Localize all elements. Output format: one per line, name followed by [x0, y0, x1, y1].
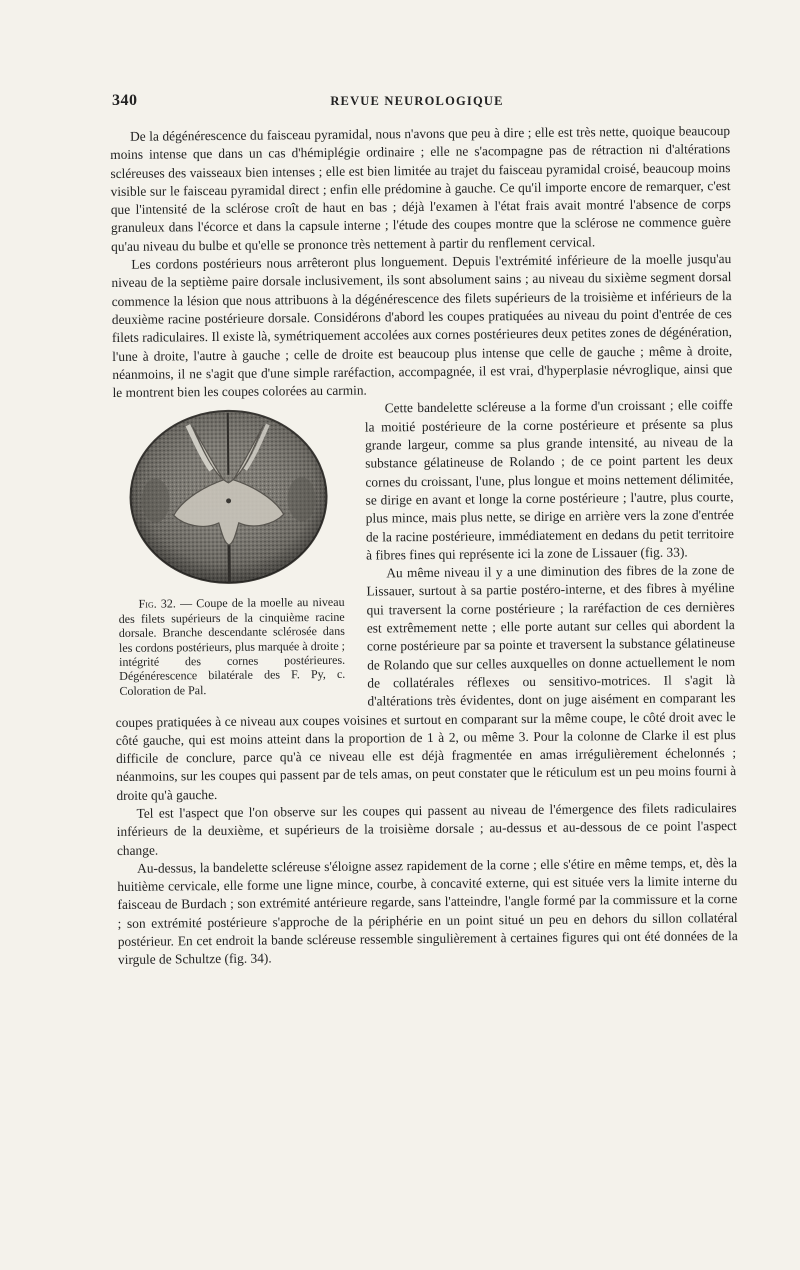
figure-label: Fig. 32. [138, 596, 176, 612]
paragraph-2: Les cordons postérieurs nous arrêteront plus longuement. Depuis l'extrémité inférieure de la moelle jusqu'au niveau de la septième paire dorsale inclusivement, ils sont absolument sains ; au niveau du sixième segment dorsal commence la lésion que nous attribuons à la dégénérescence des filets supérieurs de la troisième et inférieurs de la deuxième racine postérieure dorsale. Considérons d'abord les coupes pratiquées au niveau du point d'entrée de ces filets radiculaires. Il existe là, symétriquement accolées aux cornes postérieures deux petites zones de dégénération, l'une à droite, l'autre à gauche ; celle de droite est beaucoup plus intense que celle de gauche ; même à droite, néanmoins, il ne s'agit que d'une simple raréfaction, accompagnée, il est vrai, d'hyperplasie névroglique, ainsi que le montrent bien les coupes colorées au carmin. [111, 251, 733, 401]
paragraph-3: Cette bandelette scléreuse a la forme d'un croissant ; elle coiffe la moitié postérieure de la corne postérieure et présente sa plus grande largeur, comme sa plus grande intensité, au niveau de la substance gélatineuse de Rolando ; de ce point partent les deux cornes du croissant, l'une, plus longue et moins nettement délimitée, se dirige en avant et longe la corne postérieure ; l'autre, plus courte, plus mince, mais plus nette, se dirige en arrière vers la zone d'entrée de la racine postérieure, immédiatement en dedans du petit territoire à fibres fines qui représente ici la zone de Lissauer (fig. 33). [364, 397, 734, 563]
article-body [110, 122, 738, 970]
spinal-cord-section-image [123, 404, 335, 591]
running-title: REVUE NEUROLOGIQUE [330, 94, 504, 108]
paragraph-6: Au-dessus, la bandelette scléreuse s'éloigne assez rapidement de la corne ; elle s'étire en même temps, et, dès la huitième cervicale, elle forme une ligne mince, courbe, à concavité externe, qui est située vers la limite interne du faisceau de Burdach ; son extrémité antérieure regarde, sans l'atteindre, l'angle formé par la commissure et la corne ; son extrémité postérieure s'approche de la périphérie en un point situé un peu en dehors du sillon collatéral postérieur. En cet endroit la bande scléreuse ressemble singulièrement à certaines figures qui ont été données de la virgule de Schultze (fig. 34). [117, 854, 738, 968]
page-number: 340 [112, 92, 138, 109]
figure-32 [113, 404, 346, 698]
figure-caption [115, 595, 346, 698]
figure-caption-text: — Coupe de la moelle au niveau des filets supérieurs de la cinquième racine dorsale. Branche descendante sclérosée dans les cordons postérieurs, plus marquée à droite ; intégrité des cornes postérieures. Dégénérescence bilatérale des F. Py, c. Coloration de Pal. [118, 595, 346, 698]
paragraph-1: De la dégénérescence du faisceau pyramidal, nous n'avons que peu à dire ; elle est très nette, quoique beaucoup moins intense que dans un cas d'hémiplégie ordinaire ; elle ne s'acompagne pas de rétraction ni d'altérations scléreuses des vaisseaux bien intenses ; elle est bien limitée au trajet du faisceau pyramidal croisé, beaucoup moins visible sur le faisceau pyramidal direct ; enfin elle prédomine à gauche. Ce qu'il importe encore de remarquer, c'est que l'intensité de la sclérose croît de haut en bas ; déjà l'examen à l'état frais avait montré l'absence de corps granuleux dans l'écorce et dans la capsule interne ; l'étude des coupes montre que la sclérose ne commence guère qu'au niveau du bulbe et qu'elle se prononce très nettement à partir du renflement cervical. [110, 123, 732, 254]
paragraph-5: Tel est l'aspect que l'on observe sur les coupes qui passent au niveau de l'émergence des filets radiculaires inférieurs de la deuxième, et supérieurs de la troisième dorsale ; au-dessus et au-dessous de ce point l'aspect change. [116, 800, 737, 858]
page-header [112, 92, 722, 114]
paragraph-4: Au même niveau il y a une diminution des fibres de la zone de Lissauer, surtout à sa partie postéro-interne, et des fibres à myéline qui traversent la corne postérieure ; la raréfaction de ces dernières est extrêmement nette ; elle porte autant sur celles qui abordent la corne postérieure par sa pointe et traversent la substance gélatineuse de Rolando que sur celles auxquelles on donne actuellement le nom de collatérales réflexes ou sensitivo-motrices. Il s'agit là d'altérations très évidentes, dont on juge aisément en comparant les coupes pratiquées à ce niveau aux coupes voisines et surtout en comparant sur la même coupe, le côté droit avec le côté gauche, qui est moins atteint dans la proportion de 1 à 2, ou même 3. Pour la colonne de Clarke il est plus difficile de conclure, parce qu'à ce niveau elle est déjà fragmentée en amas irrégulièrement échelonnés ; néanmoins, sur les coupes qui passent par de tels amas, on peut constater que le réticulum est un peu moins fourni à droite qu'à gauche. [115, 562, 737, 803]
